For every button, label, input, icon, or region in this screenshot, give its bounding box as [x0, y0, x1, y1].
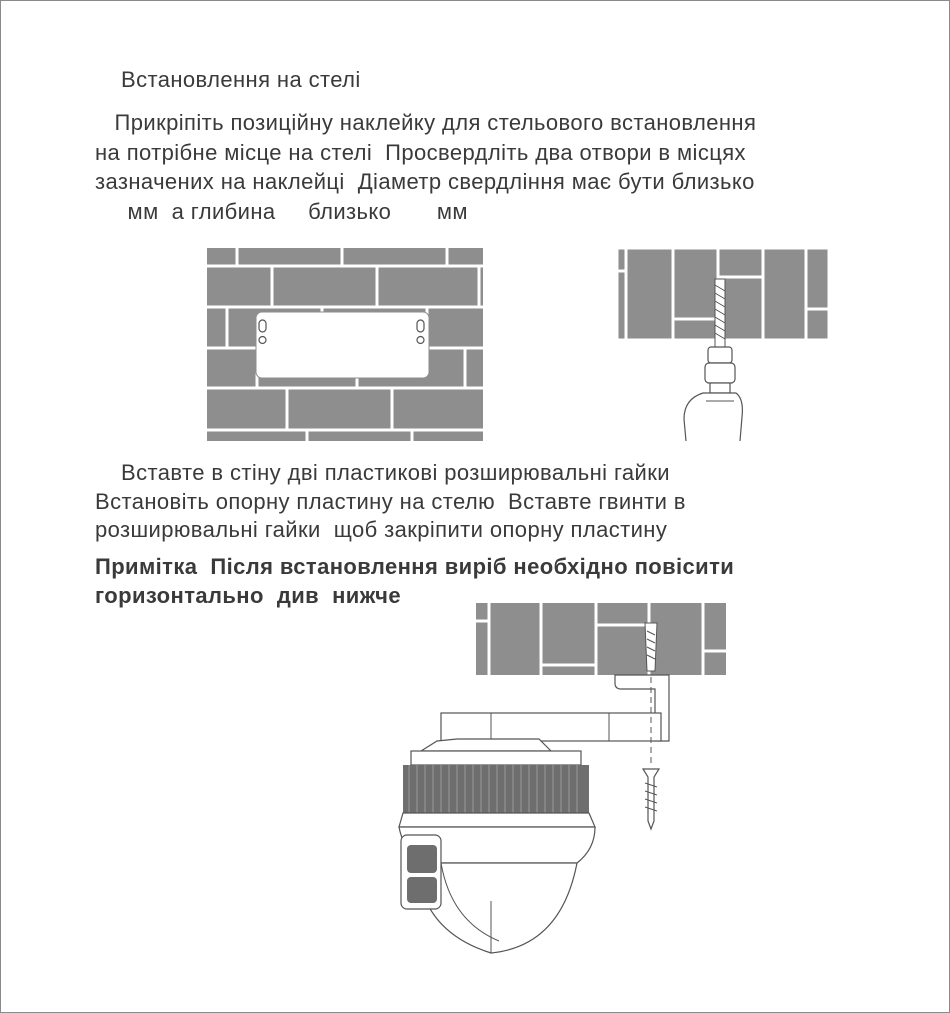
instruction-paragraph-1: Прикріпіть позиційну наклейку для стельового встановлення на потрібне місце на стелі Просвердліть два отвори в місцях зазначених на наклейці Діаметр свердління має бути близько мм а глибина близько мм [95, 110, 757, 224]
drilling-illustration [618, 249, 828, 441]
note-text: Примітка Після встановлення виріб необхідно повісити горизонтально див нижче [95, 554, 735, 608]
section-heading: Встановлення на стелі [121, 67, 361, 92]
instruction-paragraph-2: Вставте в стіну дві пластикові розширювальні гайки Встановіть опорну пластину на стелю Вставте гвинти в розширювальні гайки щоб закріпити опорну пластину [95, 460, 686, 542]
sticker-on-wall-illustration [207, 248, 483, 441]
camera-mount-illustration [381, 601, 731, 966]
